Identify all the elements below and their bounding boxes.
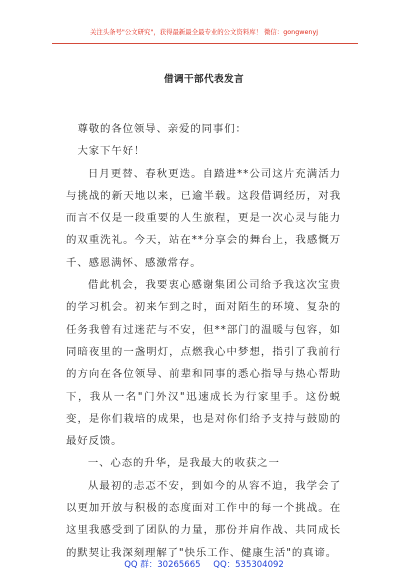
paragraph-1: 日月更替、春秋更迭。自踏进**公司这片充满活力与挑战的新天地以来，已逾半载。这段借调经历，对我而言不仅是一段重要的人生旅程，更是一次心灵与能力的双重洗礼。今天，站在**分享会的舞台上，我感慨万千、感恩满怀、感激常存。 (66, 167, 341, 269)
header-divider (52, 43, 358, 44)
salutation: 尊敬的各位领导、亲爱的同事们： (77, 123, 247, 135)
document-title: 借调干部代表发言 (164, 74, 244, 85)
paragraph-2: 借此机会，我要衷心感谢集团公司给予我这次宝贵的学习机会。初来乍到之时，面对陌生的环境、复杂的任务我曾有过迷茫与不安，但**部门的温暖与包容，如同暗夜里的一盏明灯，点燃我心中梦想，指引了我前行的方向在各位领导、前辈和同事的悉心指导与热心帮助下，我从一名"门外汉"迅速成长为行家里手。这份蜕变，是你们栽培的成果，也是对你们给予支持与鼓励的最好反馈。 (66, 279, 341, 448)
document-body (66, 118, 341, 564)
paragraph-3: 从最初的忐忑不安，到如今的从容不迫，我学会了以更加开放与积极的态度面对工作中的每一个挑战。在这里我感受到了团队的力量，那份并肩作战、共同成长的默契让我深刻理解了"快乐工作、健康生活"的真谛。 (66, 479, 341, 559)
section-heading-1: 一、心态的升华，是我最大的收获之一 (87, 457, 280, 470)
greeting-line: 大家下午好！ (77, 145, 146, 158)
header-promo-text: 关注头条号"公文研究"，获得最新最全最专业的公文资料库！ 微信：gongwenyj (89, 28, 319, 36)
footer-qq: QQ：535304092 (213, 560, 284, 570)
footer-contact (0, 558, 408, 570)
footer-qq-group: QQ 群：30265665 (124, 560, 201, 570)
